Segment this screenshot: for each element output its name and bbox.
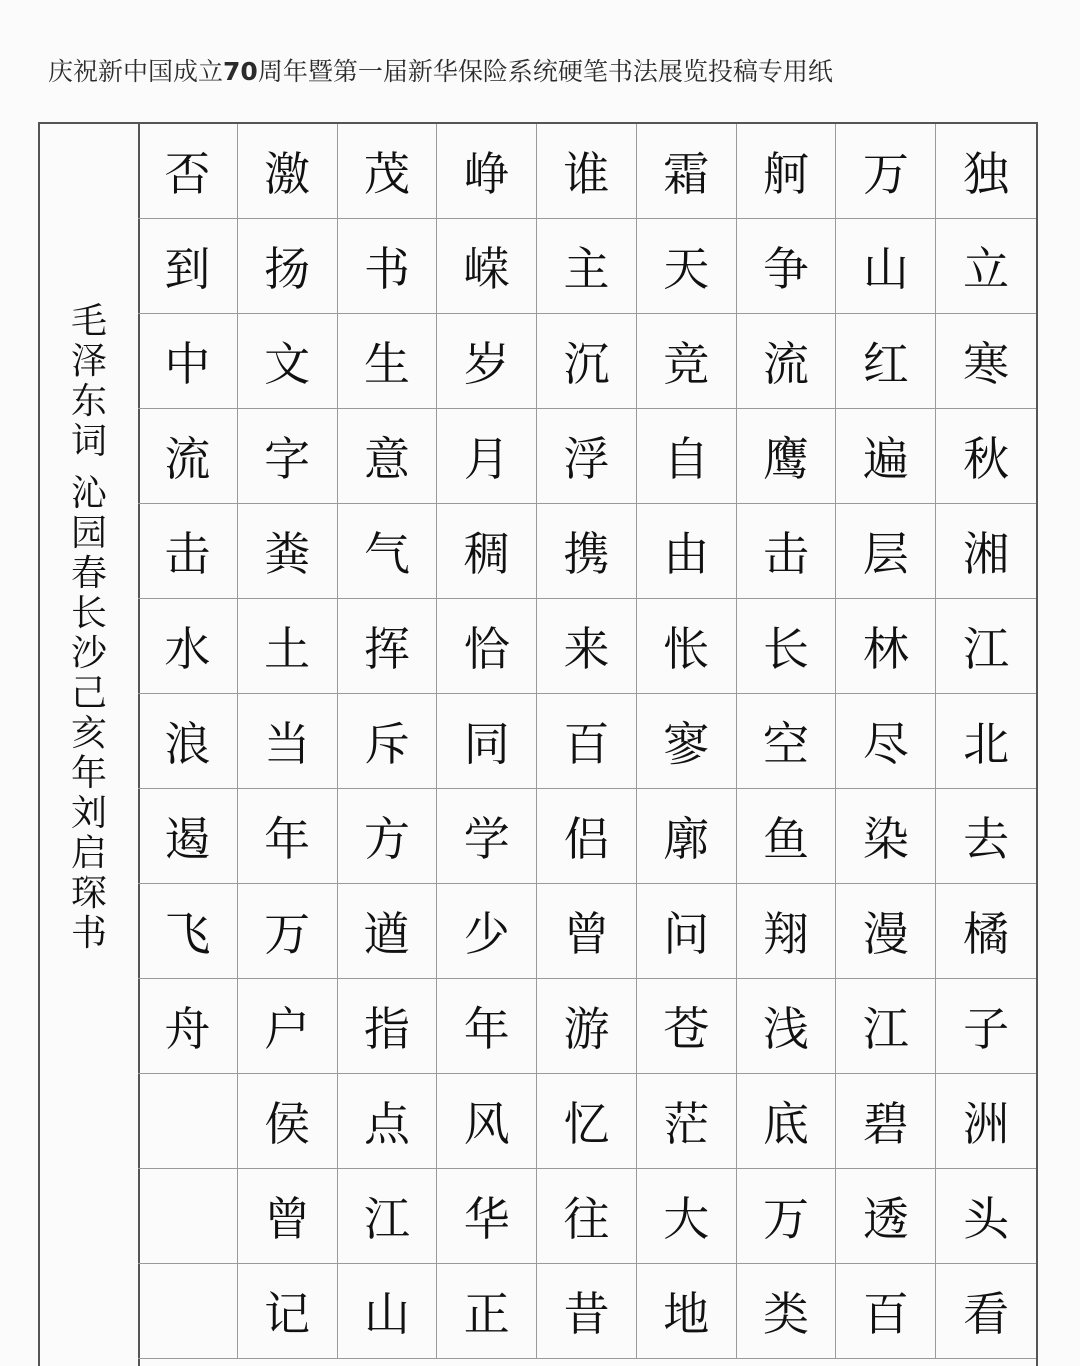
grid-cell: 当 bbox=[238, 694, 338, 789]
grid-cell: 立 bbox=[936, 219, 1036, 314]
grid-cell: 红 bbox=[836, 314, 936, 409]
grid-cell: 携 bbox=[537, 504, 637, 599]
signature-line1: 毛 泽 东 词 bbox=[70, 301, 107, 462]
grid-cell: 峥 bbox=[437, 124, 537, 219]
grid-cell: 水 bbox=[138, 599, 238, 694]
grid-cell: 去 bbox=[936, 789, 1036, 884]
grid-cell: 争 bbox=[737, 219, 837, 314]
grid-cell: 鱼 bbox=[737, 789, 837, 884]
grid-cell: 游 bbox=[537, 979, 637, 1074]
grid-cell: 底 bbox=[737, 1074, 837, 1169]
grid-cell: 廓 bbox=[637, 789, 737, 884]
grid-cell: 往 bbox=[537, 1169, 637, 1264]
grid-cell: 户 bbox=[238, 979, 338, 1074]
grid-cell bbox=[138, 1169, 238, 1264]
grid-cell: 少 bbox=[437, 884, 537, 979]
grid-cell: 寒 bbox=[936, 314, 1036, 409]
grid-cell: 万 bbox=[836, 124, 936, 219]
grid-cell: 林 bbox=[836, 599, 936, 694]
grid-cell: 舟 bbox=[138, 979, 238, 1074]
grid-cell: 风 bbox=[437, 1074, 537, 1169]
grid-cell: 染 bbox=[836, 789, 936, 884]
grid-cell: 竞 bbox=[637, 314, 737, 409]
grid-cell: 指 bbox=[338, 979, 438, 1074]
grid-cell: 昔 bbox=[537, 1264, 637, 1359]
grid-cell: 方 bbox=[338, 789, 438, 884]
grid-cell: 山 bbox=[338, 1264, 438, 1359]
grid-cell: 遍 bbox=[836, 409, 936, 504]
grid-cell: 湘 bbox=[936, 504, 1036, 599]
grid-cell: 万 bbox=[737, 1169, 837, 1264]
grid-cell: 沉 bbox=[537, 314, 637, 409]
grid-cell: 流 bbox=[737, 314, 837, 409]
grid-cell: 到 bbox=[138, 219, 238, 314]
grid-cell: 头 bbox=[936, 1169, 1036, 1264]
grid-cell: 曾 bbox=[537, 884, 637, 979]
grid-cell: 粪 bbox=[238, 504, 338, 599]
grid-cell: 忆 bbox=[537, 1074, 637, 1169]
grid-cell: 挥 bbox=[338, 599, 438, 694]
calligraphy-sheet bbox=[38, 122, 1038, 1366]
grid-cell: 同 bbox=[437, 694, 537, 789]
grid-cell: 否 bbox=[138, 124, 238, 219]
grid-cell: 舸 bbox=[737, 124, 837, 219]
grid-cell: 书 bbox=[338, 219, 438, 314]
grid-cell: 茂 bbox=[338, 124, 438, 219]
grid-cell: 侣 bbox=[537, 789, 637, 884]
grid-cell: 主 bbox=[537, 219, 637, 314]
grid-cell: 意 bbox=[338, 409, 438, 504]
grid-cell: 曾 bbox=[238, 1169, 338, 1264]
grid-cell: 漫 bbox=[836, 884, 936, 979]
grid-cell: 碧 bbox=[836, 1074, 936, 1169]
grid-cell: 生 bbox=[338, 314, 438, 409]
grid-cell: 来 bbox=[537, 599, 637, 694]
grid-cell: 北 bbox=[936, 694, 1036, 789]
grid-cell: 自 bbox=[637, 409, 737, 504]
grid-cell: 长 bbox=[737, 599, 837, 694]
grid-cell: 击 bbox=[138, 504, 238, 599]
grid-cell: 江 bbox=[936, 599, 1036, 694]
grid-cell: 寥 bbox=[637, 694, 737, 789]
grid-cell bbox=[138, 1264, 238, 1359]
grid-cell: 浅 bbox=[737, 979, 837, 1074]
grid-cell: 地 bbox=[637, 1264, 737, 1359]
grid-cell: 恰 bbox=[437, 599, 537, 694]
grid-cell: 月 bbox=[437, 409, 537, 504]
grid-cell: 百 bbox=[836, 1264, 936, 1359]
header-title-number: 70 bbox=[223, 57, 258, 86]
grid-cell: 岁 bbox=[437, 314, 537, 409]
grid-cell: 翔 bbox=[737, 884, 837, 979]
grid-cell: 流 bbox=[138, 409, 238, 504]
grid-cell: 大 bbox=[637, 1169, 737, 1264]
character-grid bbox=[138, 124, 1036, 1366]
grid-cell: 鹰 bbox=[737, 409, 837, 504]
grid-cell: 江 bbox=[836, 979, 936, 1074]
grid-cell: 侯 bbox=[238, 1074, 338, 1169]
signature-text bbox=[67, 302, 111, 954]
grid-cell: 记 bbox=[238, 1264, 338, 1359]
page-header bbox=[48, 52, 1048, 88]
signature-column bbox=[40, 124, 140, 1366]
grid-cell: 飞 bbox=[138, 884, 238, 979]
grid-cell: 正 bbox=[437, 1264, 537, 1359]
grid-cell: 洲 bbox=[936, 1074, 1036, 1169]
grid-cell: 秋 bbox=[936, 409, 1036, 504]
grid-cell: 浪 bbox=[138, 694, 238, 789]
grid-cell: 透 bbox=[836, 1169, 936, 1264]
grid-cell: 层 bbox=[836, 504, 936, 599]
grid-cell: 土 bbox=[238, 599, 338, 694]
grid-cell: 看 bbox=[936, 1264, 1036, 1359]
grid-cell: 浮 bbox=[537, 409, 637, 504]
grid-cell: 字 bbox=[238, 409, 338, 504]
grid-cell: 茫 bbox=[637, 1074, 737, 1169]
grid-cell: 学 bbox=[437, 789, 537, 884]
grid-cell: 嵘 bbox=[437, 219, 537, 314]
grid-cell: 尽 bbox=[836, 694, 936, 789]
grid-cell: 空 bbox=[737, 694, 837, 789]
grid-cell: 子 bbox=[936, 979, 1036, 1074]
header-title-part2: 周年暨第一届新华保险系统硬笔书法展览投稿专用纸 bbox=[257, 57, 833, 86]
grid-cell: 独 bbox=[936, 124, 1036, 219]
grid-cell bbox=[138, 1074, 238, 1169]
grid-cell: 文 bbox=[238, 314, 338, 409]
grid-cell: 斥 bbox=[338, 694, 438, 789]
grid-cell: 遒 bbox=[338, 884, 438, 979]
grid-cell: 激 bbox=[238, 124, 338, 219]
grid-cell: 橘 bbox=[936, 884, 1036, 979]
header-title-part1: 庆祝新中国成立 bbox=[48, 57, 224, 86]
grid-cell: 年 bbox=[238, 789, 338, 884]
grid-cell: 天 bbox=[637, 219, 737, 314]
grid-cell: 怅 bbox=[637, 599, 737, 694]
grid-cell: 类 bbox=[737, 1264, 837, 1359]
grid-cell: 霜 bbox=[637, 124, 737, 219]
grid-cell: 万 bbox=[238, 884, 338, 979]
grid-cell: 稠 bbox=[437, 504, 537, 599]
grid-cell: 年 bbox=[437, 979, 537, 1074]
grid-cell: 百 bbox=[537, 694, 637, 789]
grid-cell: 问 bbox=[637, 884, 737, 979]
grid-cell: 江 bbox=[338, 1169, 438, 1264]
grid-cell: 遏 bbox=[138, 789, 238, 884]
grid-cell: 谁 bbox=[537, 124, 637, 219]
grid-cell: 中 bbox=[138, 314, 238, 409]
grid-cell: 击 bbox=[737, 504, 837, 599]
grid-cell: 气 bbox=[338, 504, 438, 599]
grid-cell: 点 bbox=[338, 1074, 438, 1169]
signature-line2: 沁 园 春 长 沙 己 亥 年 刘 启 琛 书 bbox=[70, 473, 107, 954]
grid-cell: 华 bbox=[437, 1169, 537, 1264]
grid-cell: 扬 bbox=[238, 219, 338, 314]
grid-cell: 山 bbox=[836, 219, 936, 314]
grid-cell: 苍 bbox=[637, 979, 737, 1074]
grid-cell: 由 bbox=[637, 504, 737, 599]
